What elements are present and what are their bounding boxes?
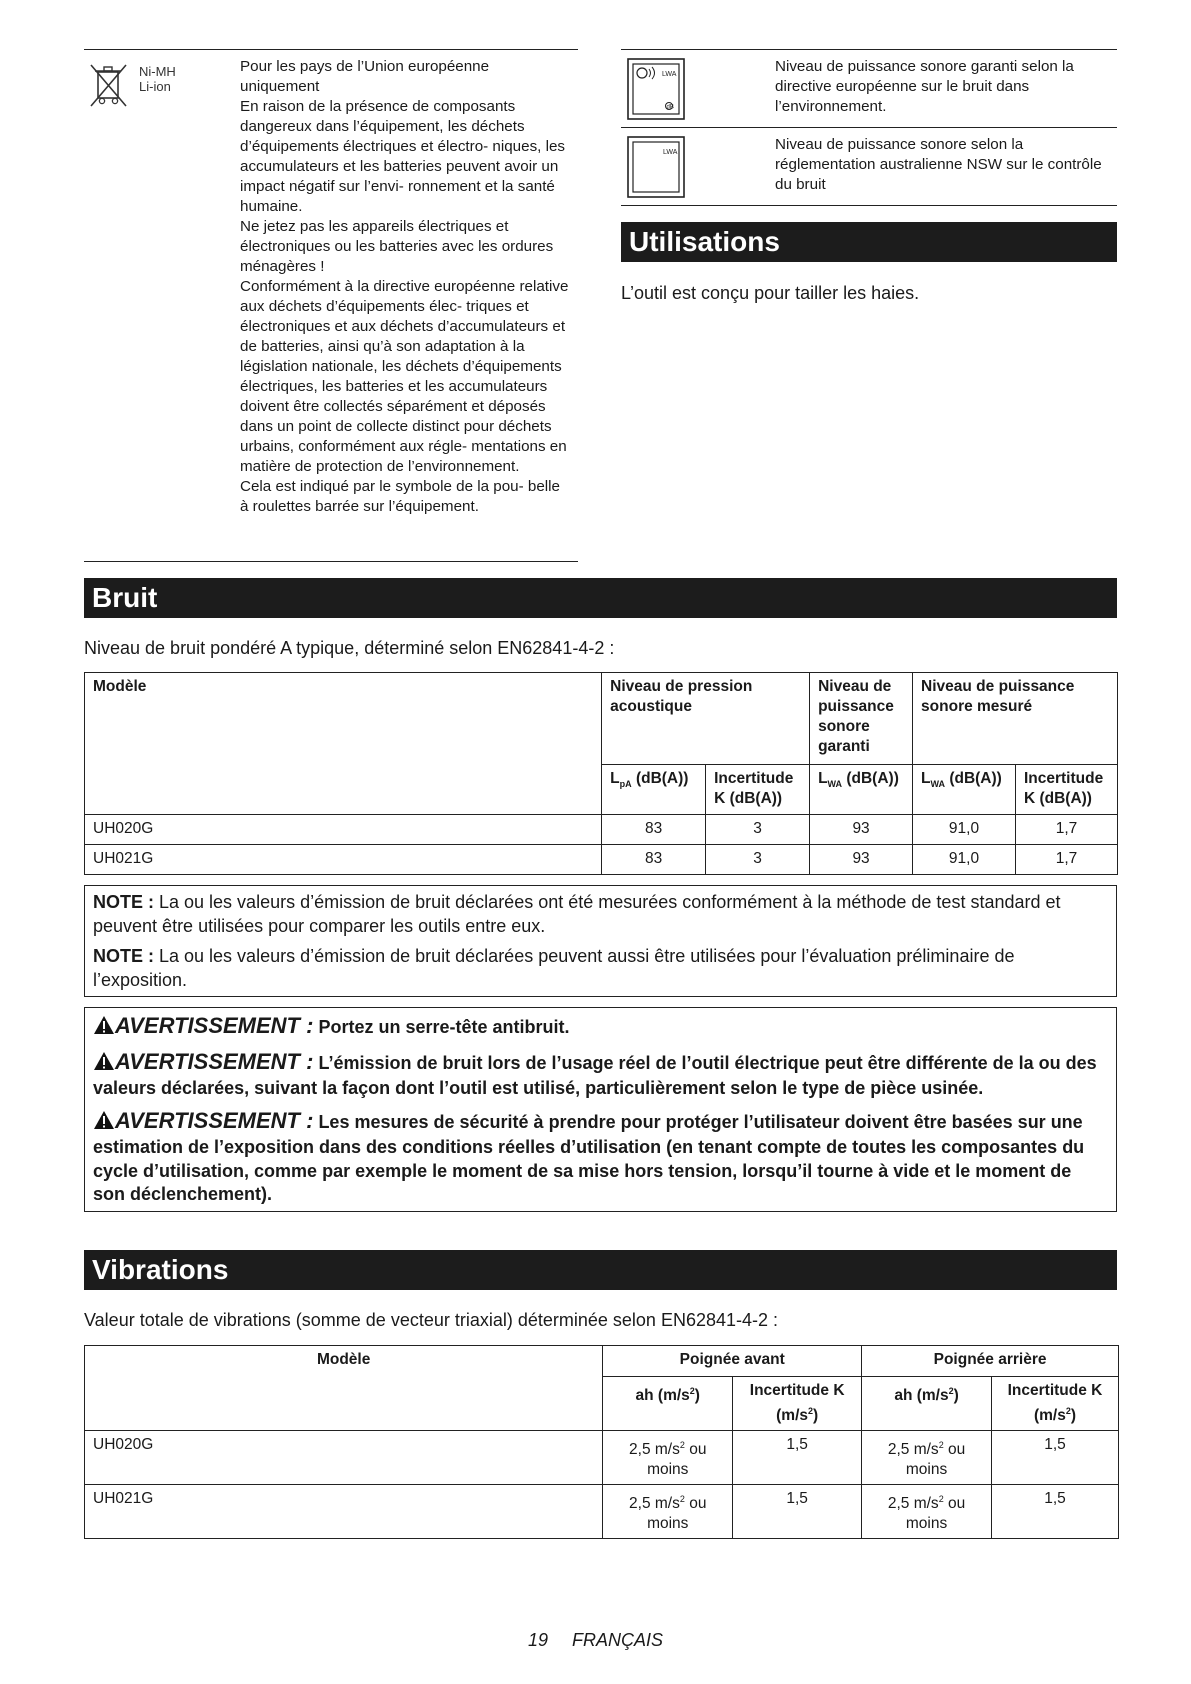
divider [621, 127, 1117, 128]
svg-text:LWA: LWA [663, 149, 678, 156]
cell-uncertainty: 1,7 [1015, 845, 1117, 875]
page-footer [0, 1630, 1191, 1651]
nsw-sound-text: Niveau de puissance sonore selon la réglementation australienne NSW sur le contrôle du bruit [775, 136, 1102, 193]
warning: AVERTISSEMENT : Les mesures de sécurité à prendre pour protéger l’utilisateur doivent être basées sur une estimation de l’exposition dans des conditions réelles d’utilisation (en tenant compte de toutes les composantes du cycle d’utilisation, comme par exemple le moment de sa mise hors tension, lorsqu’il tourne à vide et le moment de son déclenchement). [93, 1107, 1085, 1204]
header-model: Modèle [85, 673, 602, 815]
cell-rear-ah: 2,5 $m/s^2$ ou moins [862, 1485, 992, 1539]
vibration-table [84, 1345, 1119, 1539]
cell-lpa: 83 [602, 815, 706, 845]
crossed-bin-icon [88, 60, 130, 110]
battery-type-labels [139, 64, 199, 94]
cell-front-ah: 2,5 $m/s^2$ ou moins [603, 1485, 733, 1539]
note: NOTE : La ou les valeurs d’émission de bruit déclarées peuvent aussi être utilisées pour l’évaluation préliminaire de l’exposition. [93, 946, 1015, 990]
warning-icon [93, 1015, 115, 1042]
nsw-sound-power-icon [627, 136, 685, 198]
table-row [85, 815, 1118, 845]
header-guaranteed: Niveau de puissance sonore garanti [810, 673, 913, 765]
header-uncertainty: Incertitude K (dB(A)) [706, 765, 810, 815]
utilisations-text: L’outil est conçu pour tailler les haies. [621, 283, 920, 303]
warning: AVERTISSEMENT : Portez un serre-tête antibruit. [93, 1014, 1108, 1042]
header-uncertainty: Incertitude K $(m/s^2)$ [733, 1377, 862, 1431]
header-lwa-guaranteed: $L_{WA}$ (dB(A)) [810, 765, 913, 815]
warning: AVERTISSEMENT : L’émission de bruit lors de l’usage réel de l’outil électrique peut être différente de la ou des valeurs déclarées, suivant la façon dont l’outil est utilisé, particulièrement selon le type de pièce usinée. [93, 1048, 1097, 1098]
cell-lwa-measured: 91,0 [913, 815, 1016, 845]
battery-label-liion: Li-ion [139, 79, 171, 94]
header-measured: Niveau de puissance sonore mesuré [913, 673, 1118, 765]
table-row [85, 845, 1118, 875]
cell-lwa-guaranteed: 93 [810, 815, 913, 845]
disposal-paragraph: Conformément à la directive européenne relative aux déchets d’équipements élec- triques et électroniques et aux déchets d’accumulateurs et de batteries, ainsi qu’à son adaptation à la législation nationale, les déchets d’équipements électriques, les batteries et les accumulateurs doivent être collectés séparément et déposés dans un point de collecte distinct pour déchets urbains, conformément aux régle- mentations en matière de protection de l’environnement. [240, 278, 569, 475]
header-lpa: $L_{pA}$ (dB(A)) [602, 765, 706, 815]
cell-uncertainty: 3 [706, 845, 810, 875]
cell-rear-uncertainty: 1,5 [992, 1485, 1119, 1539]
warning-icon [93, 1110, 115, 1137]
section-title-utilisations: Utilisations [621, 222, 1117, 262]
cell-model: UH021G [85, 845, 602, 875]
table-row [85, 1431, 1119, 1485]
cell-model: UH020G [85, 815, 602, 845]
noise-table [84, 672, 1118, 875]
divider [84, 49, 578, 50]
battery-label-nimh: Ni-MH [139, 64, 176, 79]
header-uncertainty: Incertitude K (dB(A)) [1015, 765, 1117, 815]
cell-lwa-measured: 91,0 [913, 845, 1016, 875]
cell-front-ah: 2,5 $m/s^2$ ou moins [603, 1431, 733, 1485]
header-model: Modèle [85, 1346, 603, 1431]
cell-rear-uncertainty: 1,5 [992, 1431, 1119, 1485]
cell-lwa-guaranteed: 93 [810, 845, 913, 875]
guaranteed-sound-text: Niveau de puissance sonore garanti selon la directive européenne sur le bruit dans l’environnement. [775, 58, 1074, 115]
header-uncertainty: Incertitude K $(m/s^2)$ [992, 1377, 1119, 1431]
disposal-paragraph: Cela est indiqué par le symbole de la pou- belle à roulettes barrée sur l’équipement. [240, 478, 560, 515]
vibrations-intro: Valeur totale de vibrations (somme de vecteur triaxial) déterminée selon EN62841-4-2 : [84, 1310, 779, 1330]
warnings-box [84, 1007, 1117, 1212]
guaranteed-sound-power-icon [627, 58, 685, 120]
bruit-intro: Niveau de bruit pondéré A typique, déterminé selon EN62841-4-2 : [84, 638, 615, 658]
svg-text:LWA: LWA [662, 71, 677, 78]
note: NOTE : La ou les valeurs d’émission de bruit déclarées ont été mesurées conformément à la méthode de test standard et peuvent être utilisées pour comparer les outils entre eux. [93, 892, 1061, 936]
warning-icon [93, 1051, 115, 1078]
header-ah: ah $(m/s^2)$ [862, 1377, 992, 1431]
divider [621, 49, 1117, 50]
divider [621, 205, 1117, 206]
cell-front-uncertainty: 1,5 [733, 1485, 862, 1539]
cell-lpa: 83 [602, 845, 706, 875]
header-front-handle: Poignée avant [603, 1346, 862, 1377]
page-number: 19 [527, 1630, 548, 1650]
disposal-text [240, 57, 570, 517]
header-pressure: Niveau de pression acoustique [602, 673, 810, 765]
cell-front-uncertainty: 1,5 [733, 1431, 862, 1485]
header-ah: ah $(m/s^2)$ [603, 1377, 733, 1431]
cell-model: UH020G [85, 1431, 603, 1485]
cell-uncertainty: 3 [706, 815, 810, 845]
section-title-vibrations: Vibrations [84, 1250, 1117, 1290]
svg-text:dB: dB [666, 104, 674, 111]
section-title-bruit: Bruit [84, 578, 1117, 618]
disposal-paragraph: En raison de la présence de composants dangereux dans l’équipement, les déchets d’équipements électriques et électro- niques, les accumulateurs et les batteries peuvent avoir un impact négatif sur l’envi- ronnement et la santé humaine. [240, 98, 566, 215]
cell-model: UH021G [85, 1485, 603, 1539]
cell-rear-ah: 2,5 $m/s^2$ ou moins [862, 1431, 992, 1485]
header-rear-handle: Poignée arrière [862, 1346, 1119, 1377]
page-language: FRANÇAIS [572, 1630, 664, 1650]
disposal-paragraph: Pour les pays de l’Union européenne uniquement [240, 58, 490, 95]
notes-box [84, 885, 1117, 997]
header-lwa-measured: $L_{WA}$ (dB(A)) [913, 765, 1016, 815]
table-row [85, 1485, 1119, 1539]
divider [84, 561, 578, 562]
disposal-paragraph: Ne jetez pas les appareils électriques et électroniques ou les batteries avec les ordures ménagères ! [240, 218, 554, 275]
cell-uncertainty: 1,7 [1015, 815, 1117, 845]
